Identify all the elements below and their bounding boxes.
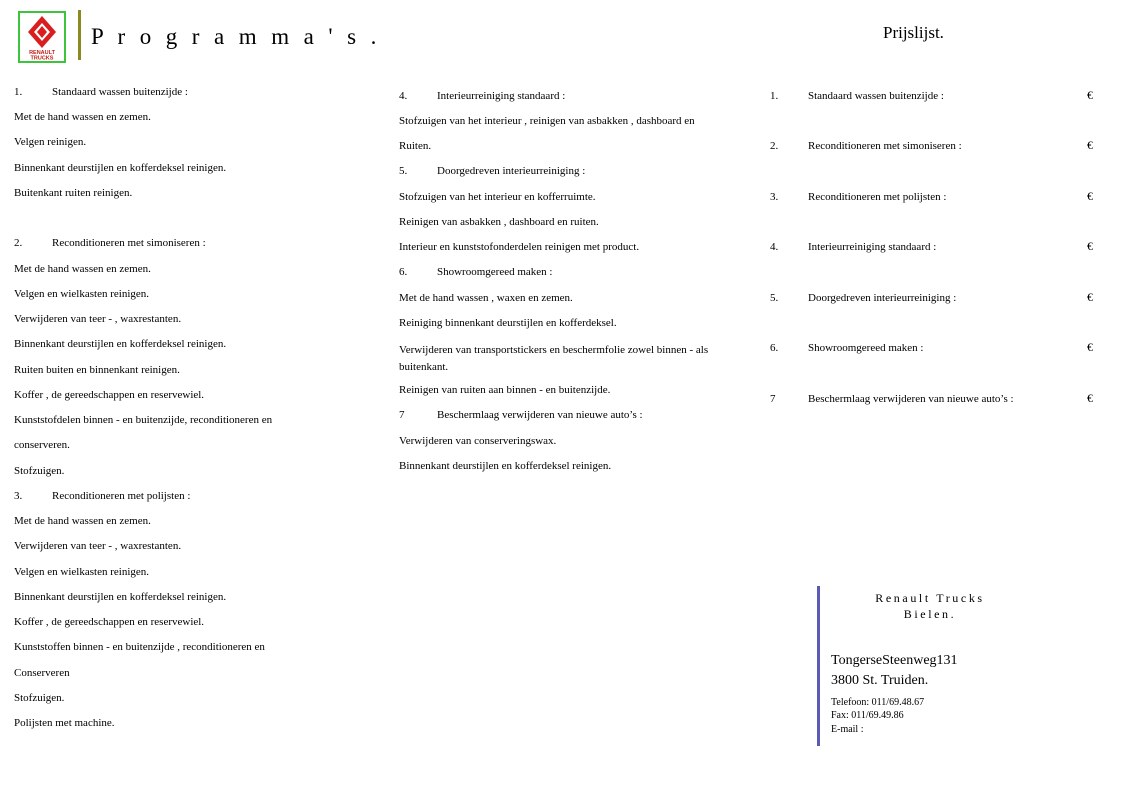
program-heading-5: 5. Doorgedreven interieurreiniging :	[399, 165, 586, 177]
program-heading-7: 7 Beschermlaag verwijderen van nieuwe auto’s :	[399, 409, 643, 421]
program-line: Stofzuigen.	[14, 465, 65, 477]
program-line: Velgen reinigen.	[14, 136, 87, 148]
fax-number: Fax: 011/69.49.86	[831, 710, 904, 721]
program-line: Verwijderen van conserveringswax.	[399, 435, 557, 447]
program-line: Interieur en kunststofonderdelen reinigen met product.	[399, 241, 640, 253]
program-line: Koffer , de gereedschappen en reservewiel.	[14, 389, 205, 401]
program-line: Stofzuigen van het interieur , reinigen van asbakken , dashboard en	[399, 115, 695, 127]
phone-number: Telefoon: 011/69.48.67	[831, 697, 925, 708]
title-accent-bar	[78, 10, 81, 60]
renault-diamond-icon	[20, 13, 64, 61]
price-item-1: 1. Standaard wassen buitenzijde :	[770, 90, 944, 102]
price-currency: €	[1087, 138, 1093, 152]
program-line: Binnenkant deurstijlen en kofferdeksel reinigen.	[14, 162, 227, 174]
program-heading-1: 1. Standaard wassen buitenzijde :	[14, 86, 188, 98]
program-heading-2: 2. Reconditioneren met simoniseren :	[14, 237, 206, 249]
program-line: Met de hand wassen en zemen.	[14, 515, 151, 527]
program-line: Met de hand wassen en zemen.	[14, 111, 151, 123]
price-item-5: 5. Doorgedreven interieurreiniging :	[770, 292, 957, 304]
program-line: Kunststoffen binnen - en buitenzijde , reconditioneren en	[14, 641, 265, 653]
price-item-6: 6. Showroomgereed maken :	[770, 342, 924, 354]
price-list-title: Prijslijst.	[883, 23, 944, 42]
program-line: Reinigen van asbakken , dashboard en ruiten.	[399, 216, 599, 228]
program-line: Velgen en wielkasten reinigen.	[14, 288, 150, 300]
price-item-4: 4. Interieurreiniging standaard :	[770, 241, 937, 253]
program-line: Koffer , de gereedschappen en reservewiel.	[14, 616, 205, 628]
program-line: Verwijderen van teer - , waxrestanten.	[14, 540, 182, 552]
program-line: Kunststofdelen binnen - en buitenzijde, reconditioneren en	[14, 414, 273, 426]
price-currency: €	[1087, 239, 1093, 253]
price-item-2: 2. Reconditioneren met simoniseren :	[770, 140, 962, 152]
renault-trucks-logo	[18, 11, 66, 63]
email-label: E-mail :	[831, 724, 864, 735]
program-heading-6: 6. Showroomgereed maken :	[399, 266, 553, 278]
program-line: Verwijderen van teer - , waxrestanten.	[14, 313, 182, 325]
program-line: Verwijderen van transportstickers en beschermfolie zowel binnen - als buitenkant.	[399, 344, 709, 373]
program-line: Buitenkant ruiten reinigen.	[14, 187, 133, 199]
program-line: Velgen en wielkasten reinigen.	[14, 566, 150, 578]
price-currency: €	[1087, 290, 1093, 304]
street-address: TongerseSteenweg131	[831, 653, 958, 668]
program-line: Stofzuigen van het interieur en kofferruimte.	[399, 191, 596, 203]
program-line: Binnenkant deurstijlen en kofferdeksel reinigen.	[14, 591, 227, 603]
price-item-7: 7 Beschermlaag verwijderen van nieuwe auto’s :	[770, 393, 1014, 405]
price-currency: €	[1087, 88, 1093, 102]
program-line: conserveren.	[14, 439, 70, 451]
program-line: Binnenkant deurstijlen en kofferdeksel reinigen.	[399, 460, 612, 472]
price-currency: €	[1087, 340, 1093, 354]
page-title: P r o g r a m m a ' s .	[91, 24, 381, 49]
price-currency: €	[1087, 189, 1093, 203]
program-heading-4: 4. Interieurreiniging standaard :	[399, 90, 566, 102]
program-line: Conserveren	[14, 667, 70, 679]
program-line: Stofzuigen.	[14, 692, 65, 704]
city-address: 3800 St. Truiden.	[831, 673, 929, 688]
price-currency: €	[1087, 391, 1093, 405]
program-line: Polijsten met machine.	[14, 717, 115, 729]
program-line: Binnenkant deurstijlen en kofferdeksel reinigen.	[14, 338, 227, 350]
program-line: Ruiten buiten en binnenkant reinigen.	[14, 364, 180, 376]
svg-text:TRUCKS: TRUCKS	[30, 55, 54, 61]
program-line: Met de hand wassen , waxen en zemen.	[399, 292, 573, 304]
program-line: Reiniging binnenkant deurstijlen en kofferdeksel.	[399, 317, 617, 329]
program-line: Reinigen van ruiten aan binnen - en buitenzijde.	[399, 384, 611, 396]
price-item-3: 3. Reconditioneren met polijsten :	[770, 191, 947, 203]
program-heading-3: 3. Reconditioneren met polijsten :	[14, 490, 191, 502]
program-line: Ruiten.	[399, 140, 432, 152]
svg-text:RENAULT: RENAULT	[29, 50, 55, 56]
program-line: Met de hand wassen en zemen.	[14, 263, 151, 275]
company-name: Renault Trucks	[875, 591, 985, 605]
company-location: Bielen.	[903, 607, 957, 621]
